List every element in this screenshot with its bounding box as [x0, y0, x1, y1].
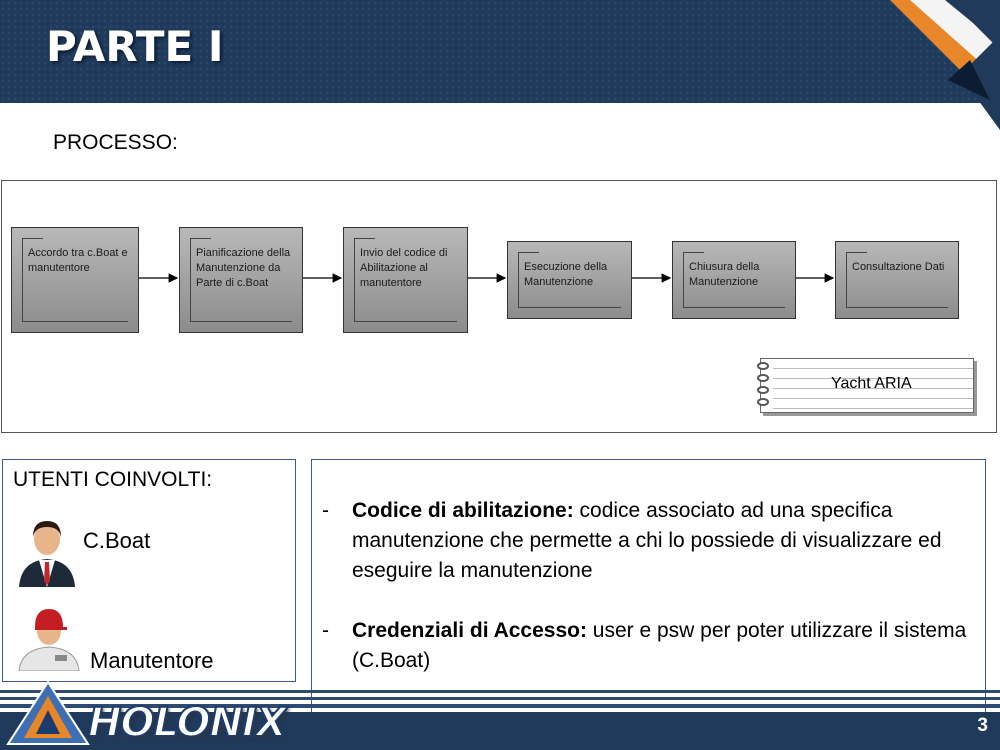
definitions-panel [311, 459, 986, 714]
user-name-cboat: C.Boat [83, 528, 151, 553]
businessman-icon [15, 515, 79, 587]
user-name-manutentore: Manutentore [90, 648, 214, 673]
definition-text: codice associato ad una specifica manutenzione che permette a chi lo possiede di visualizzare ed eseguire la manutenzione [352, 499, 942, 582]
users-panel [2, 459, 296, 682]
spiral-ring-icon [757, 374, 769, 382]
users-title [13, 468, 212, 492]
technician-icon [17, 605, 81, 671]
spiral-ring-icon [757, 386, 769, 394]
page-number: 3 [977, 715, 988, 736]
definition-term: Codice di abilitazione: [352, 499, 574, 522]
holonix-logo-text: HOLONIX [88, 700, 286, 746]
process-step-2 [179, 227, 303, 333]
bullet-dash: - [322, 499, 329, 522]
process-step-3 [343, 227, 468, 333]
process-step-label: Invio del codice di Abilitazione al manutentore [360, 247, 448, 289]
definition-item [322, 496, 972, 586]
holonix-logo-icon [6, 680, 90, 746]
process-step-1 [11, 227, 139, 333]
spiral-ring-icon [757, 398, 769, 406]
process-step-6 [835, 241, 959, 319]
process-step-label: Consultazione Dati [852, 261, 945, 273]
users-title-colon: : [206, 468, 213, 491]
corner-decoration [890, 0, 1000, 130]
definition-term: Credenziali di Accesso: [352, 619, 587, 642]
process-heading-text: PROCESSO [53, 131, 173, 154]
process-step-label: Chiusura della Manutenzione [689, 261, 760, 288]
process-step-label: Accordo tra c.Boat e manutentore [28, 247, 128, 274]
bullet-dash: - [322, 619, 329, 642]
process-step-label: Esecuzione della Manutenzione [524, 261, 608, 288]
process-heading-colon: : [172, 131, 178, 154]
slide-header [0, 0, 1000, 103]
definition-text: user e psw per poter utilizzare il sistema (C.Boat) [352, 619, 967, 672]
definition-item [322, 616, 972, 676]
yacht-label: Yacht ARIA [831, 375, 912, 392]
process-step-5 [672, 241, 796, 319]
spiral-ring-icon [757, 362, 769, 370]
process-heading [53, 131, 178, 155]
slide-title: PARTE I [46, 22, 224, 71]
users-title-text: UTENTI COINVOLTI [13, 468, 207, 491]
process-step-4 [507, 241, 632, 319]
yacht-notebook [760, 358, 974, 413]
process-step-label: Pianificazione della Manutenzione da Parte di c.Boat [196, 247, 291, 289]
